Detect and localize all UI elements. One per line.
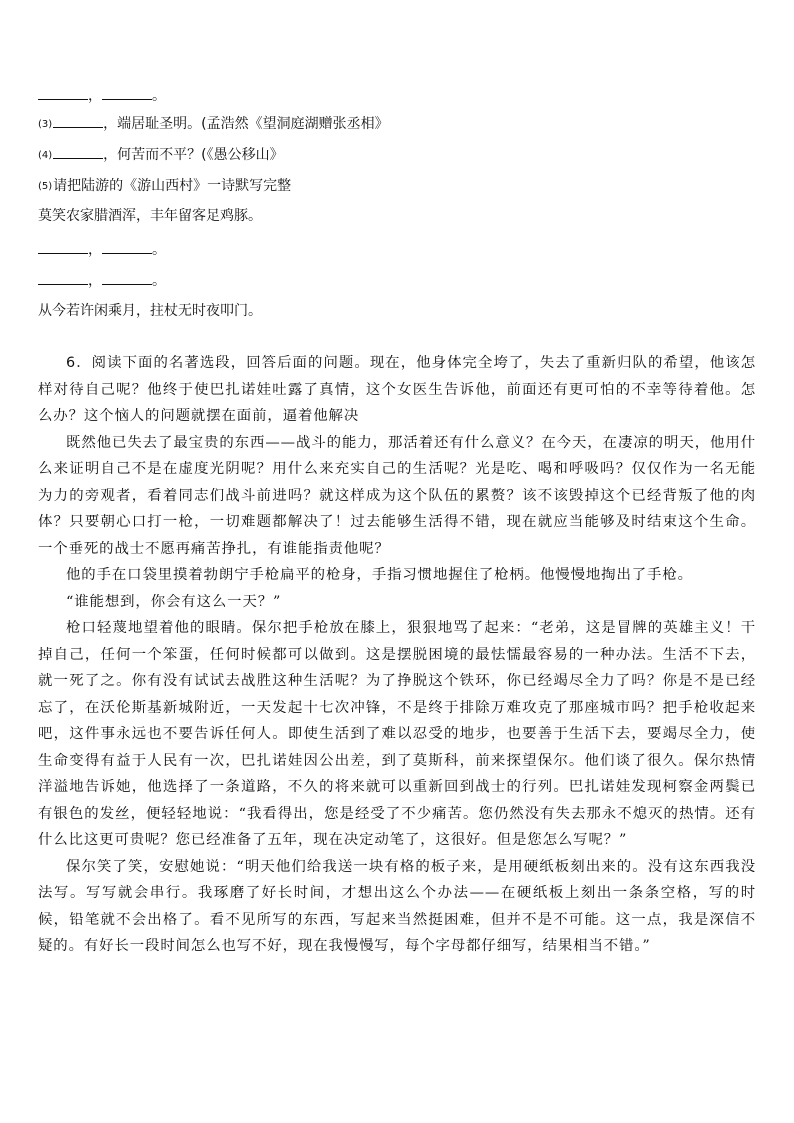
passage-paragraph: 他的手在口袋里摸着勃朗宁手枪扁平的枪身，手指习惯地握住了枪柄。他慢慢地掏出了手枪。	[66, 567, 693, 583]
item-number: (3)	[38, 119, 53, 130]
poem-line: 莫笑农家腊酒浑，丰年留客足鸡豚。	[38, 208, 262, 224]
fill-line-c: ， 。	[38, 271, 166, 291]
poem-line: 从今若许闲乘月，拄杖无时夜叩门。	[38, 303, 262, 319]
fill-line-b: ， 。	[38, 240, 166, 260]
question-item-4	[38, 145, 284, 166]
answer-blank[interactable]	[53, 115, 103, 128]
question-item-5	[38, 176, 291, 197]
question-lead: 6．阅读下面的名著选段，回答后面的问题。	[66, 355, 370, 371]
answer-blank[interactable]	[38, 87, 88, 100]
fill-line-a: ， 。	[38, 86, 166, 106]
answer-blank[interactable]	[102, 87, 152, 100]
answer-blank[interactable]	[38, 272, 88, 285]
passage-paragraph: 枪口轻蔑地望着他的眼睛。保尔把手枪放在膝上，狠狠地骂了起来：“老弟，这是冒牌的英雄主义！干掉自己，任何一个笨蛋，任何时候都可以做到。这是摆脱困境的最怯懦最容易的一种办法。生活不下去，就一死了之。你有没有试试去战胜这种生活呢？为了挣脱这个铁环，你已经竭尽全力了吗？你是不是已经忘了，在沃伦斯基新城附近，一天发起十七次冲锋，不是终于排除万难攻克了那座城市吗？把手枪收起来吧，这件事永远也不要告诉任何人。即使生活到了难以忍受的地步，也要善于生活下去，要竭尽全力，使生命变得有益于人民有一次，巴扎诺娃因公出差，到了莫斯科，前来探望保尔。他们谈了很久。保尔热情洋溢地告诉她，他选择了一条道路，不久的将来就可以重新回到战士的行列。巴扎诺娃发现柯察金两鬓已有银色的发丝，便轻轻地说：“我看得出，您是经受了不少痛苦。您仍然没有失去那永不熄灭的热情。还有什么比这更可贵呢？您已经准备了五年，现在决定动笔了，这很好。但是您怎么写呢？”	[38, 620, 756, 848]
item-text: ，端居耻圣明。(孟浩然《望洞庭湖赠张丞相》	[103, 116, 389, 132]
answer-blank[interactable]	[53, 146, 103, 159]
item-text: 请把陆游的《游山西村》一诗默写完整	[53, 178, 292, 194]
answer-blank[interactable]	[102, 272, 152, 285]
question-paragraph	[38, 350, 756, 430]
passage-paragraph: 保尔笑了笑，安慰她说：“明天他们给我送一块有格的板子来，是用硬纸板刻出来的。没有这东西我没法写。写写就会串行。我琢磨了好长时间，才想出这么个办法——在硬纸板上刻出一条条空格，写的时候，铅笔就不会出格了。看不见所写的东西，写起来当然挺困难，但并不是不可能。这一点，我是深信不疑的。有好长一段时间怎么也写不好，现在我慢慢写，每个字母都仔细写，结果相当不错。”	[38, 858, 756, 954]
passage-paragraph: “谁能想到，你会有这么一天？”	[66, 593, 282, 610]
item-text: ，何苦而不平？(《愚公移山》	[103, 147, 284, 163]
question-item-3	[38, 114, 389, 135]
passage-paragraph: 既然他已失去了最宝贵的东西——战斗的能力，那活着还有什么意义？在今天，在凄凉的明天，他用什么来证明自己不是在虚度光阴呢？用什么来充实自己的生活呢？光是吃、喝和呼吸吗？仅仅作为一名无能为力的旁观者，看着同志们战斗前进吗？就这样成为这个队伍的累赘？该不该毁掉这个已经背叛了他的肉体？只要朝心口打一枪，一切难题都解决了！过去能够生活得不错，现在就应当能够及时结束这个生命。一个垂死的战士不愿再痛苦挣扎，有谁能指责他呢？	[38, 434, 756, 557]
answer-blank[interactable]	[38, 241, 88, 254]
passage-text: 现在，他身体完全垮了，失去了重新归队的希望，他该怎样对待自己呢？他终于使巴扎诺娃吐露了真情，这个女医生告诉他，前面还有更可怕的不幸等待着他。怎么办？这个恼人的问题就摆在面前，逼着他解决	[38, 355, 756, 424]
item-number: (5)	[38, 181, 53, 192]
item-number: (4)	[38, 150, 53, 161]
question-6	[38, 350, 756, 960]
answer-blank[interactable]	[102, 241, 152, 254]
